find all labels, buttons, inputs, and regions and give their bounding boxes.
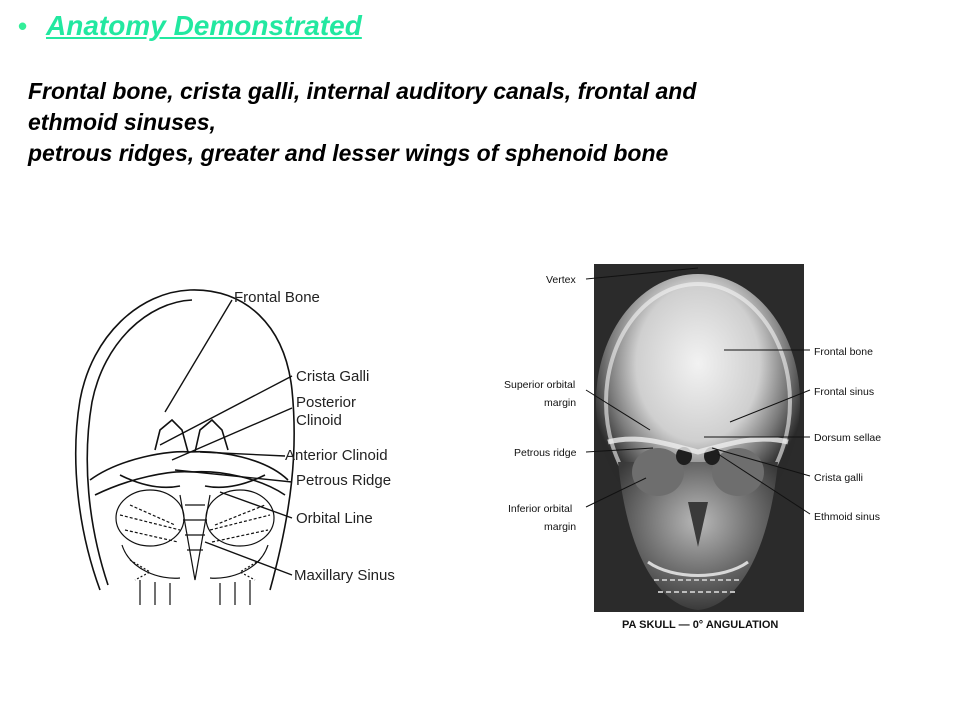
description-line-1: Frontal bone, crista galli, internal auditory canals, frontal and xyxy=(28,78,697,104)
title-row xyxy=(18,6,362,46)
label-frontal-bone-xray: Frontal bone xyxy=(814,346,873,358)
label-ethmoid-sinus: Ethmoid sinus xyxy=(814,511,880,523)
label-crista-galli-xray: Crista galli xyxy=(814,472,864,484)
maxilla-region xyxy=(122,545,268,605)
label-frontal-sinus: Frontal sinus xyxy=(814,386,875,398)
description-line-3: petrous ridges, greater and lesser wings of sphenoid bone xyxy=(28,140,669,166)
label-orbital-line: Orbital Line xyxy=(296,510,373,527)
label-superior-orbital-2: margin xyxy=(544,397,577,409)
radiograph-caption: PA SKULL — 0° ANGULATION xyxy=(622,619,779,631)
label-anterior-clinoid: Anterior Clinoid xyxy=(285,447,388,464)
label-inferior-orbital-2: margin xyxy=(544,521,577,533)
label-dorsum-sellae: Dorsum sellae xyxy=(814,432,882,444)
label-posterior-clinoid-1: Posterior xyxy=(296,394,357,411)
label-frontal-bone: Frontal Bone xyxy=(234,289,320,306)
description-line-2: ethmoid sinuses, xyxy=(28,109,216,135)
label-inferior-orbital-1: Inferior orbital xyxy=(508,503,573,515)
anatomy-description xyxy=(28,76,908,169)
label-petrous-ridge-xray: Petrous ridge xyxy=(514,447,577,459)
skull-line-drawing xyxy=(60,280,420,610)
skull-outline xyxy=(76,290,294,590)
label-maxillary-sinus: Maxillary Sinus xyxy=(294,567,395,584)
label-vertex: Vertex xyxy=(546,274,576,286)
label-crista-galli: Crista Galli xyxy=(296,368,370,385)
pa-skull-radiograph xyxy=(498,262,898,634)
slide-title: Anatomy Demonstrated xyxy=(46,10,362,41)
drawing-leader-lines xyxy=(160,300,292,575)
label-posterior-clinoid-2: Clinoid xyxy=(296,412,342,429)
label-superior-orbital-1: Superior orbital xyxy=(504,379,576,391)
label-petrous-ridge: Petrous Ridge xyxy=(296,472,392,489)
title-bullet: • xyxy=(18,10,28,41)
